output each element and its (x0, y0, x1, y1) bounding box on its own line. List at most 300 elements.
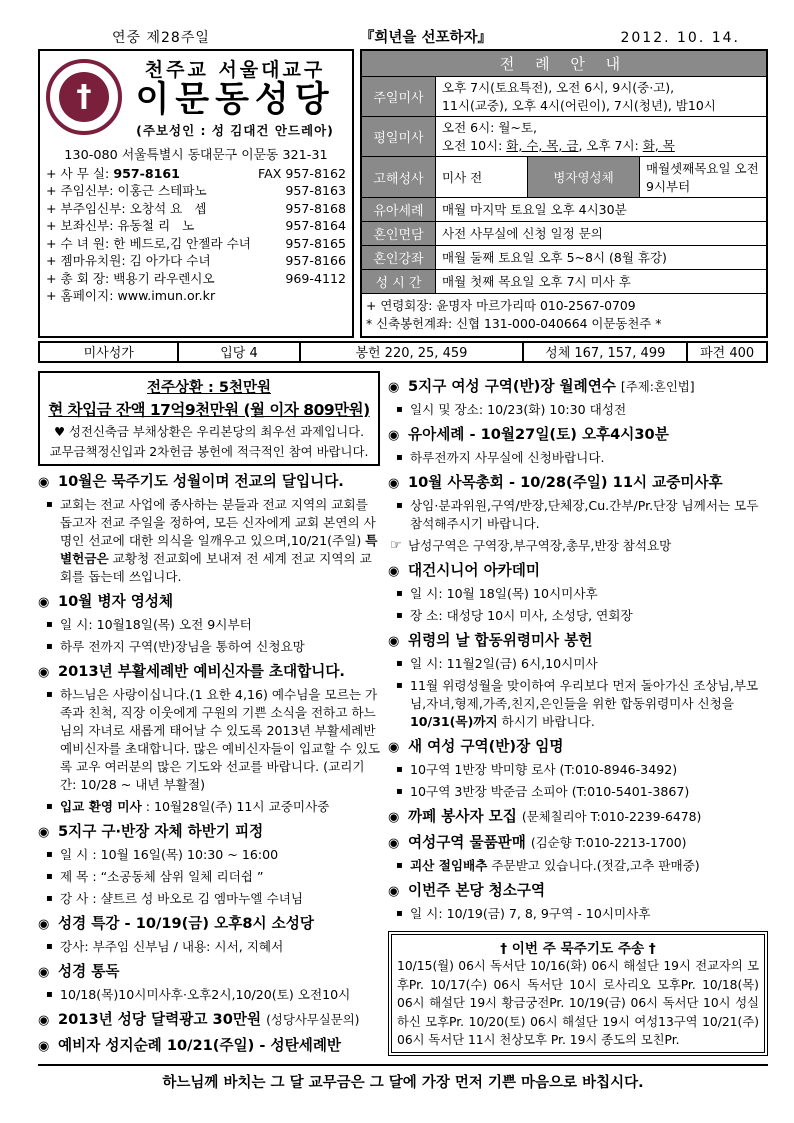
bullet-icon: ▪ (396, 908, 403, 920)
section-bullet-icon: ◉ (38, 1012, 50, 1028)
bullet-item (388, 401, 768, 419)
section-title (58, 593, 173, 612)
text: 오후 7시(토요특전), 오전 6시, 9시(중·고), (442, 80, 675, 95)
contact-phone (285, 200, 346, 218)
bullet-icon: ▪ (396, 680, 403, 692)
contact-row (46, 287, 346, 305)
text: 교회는 전교 사업에 종사하는 분들과 전교 지역의 교회를 돕고자 전교 주일을 정하여, 모든 신자에게 교회 본연의 사명인 선교에 대한 의식을 일깨우고 있으며,10/21(주일) (60, 496, 376, 548)
liturgy-row-value (436, 198, 766, 221)
section (388, 882, 768, 923)
text: + 사 무 실: (46, 165, 114, 181)
section-title-text: 2013년 부활세례반 예비신자를 초대합니다. (58, 662, 345, 680)
section-title-text: 2013년 성당 달력광고 30만원 (58, 1010, 262, 1028)
contact-phone (285, 182, 346, 200)
section (38, 663, 380, 816)
bullet-text (410, 655, 768, 673)
bullet-icon: ▪ (396, 451, 403, 463)
bullet-item (38, 686, 380, 794)
church-titles (124, 55, 346, 139)
text: 957-8164 (285, 218, 346, 234)
section-heading (38, 1011, 380, 1030)
section-bullet-icon: ◉ (38, 824, 50, 840)
bullet-item (388, 761, 768, 779)
section-title-text: 대건시니어 아카데미 (408, 562, 540, 580)
liturgy-row (362, 198, 766, 222)
bullet-text (410, 783, 768, 801)
text: 상임·분과위원,구역/반장,단체장,Cu.간부/Pr.단장 님께서는 모두 참석해주시기 바랍니다. (410, 497, 759, 531)
section-title (408, 882, 545, 901)
debt-balance-line: 현 차입금 잔액 17억9천만원 (월 이자 809만원) (48, 400, 370, 419)
section (38, 1011, 380, 1030)
contact-phone (285, 252, 346, 270)
section-heading (388, 632, 768, 651)
contact-label (46, 235, 251, 253)
liturgy-sub-label (528, 157, 640, 197)
section-title-suffix: (문체칠리아 T:010-2239-6478) (521, 809, 702, 825)
top-bar (38, 26, 768, 46)
liturgy-value-line (442, 201, 760, 219)
section-title-text: 새 여성 구역(반)장 임명 (408, 738, 564, 756)
debt-note-line2: 교무금책정신입과 2차헌금 봉헌에 적극적인 참여 바랍니다. (49, 443, 369, 459)
patron-saint-label: (주보성인 : 성 김대건 안드레아) (136, 122, 334, 138)
section-title-text: 위령의 날 합동위령미사 봉헌 (408, 632, 593, 650)
text: 957-8165 (285, 235, 346, 251)
bullet-text (60, 846, 380, 864)
liturgy-value-line (442, 119, 760, 137)
footer-message: 하느님께 바치는 그 달 교무금은 그 달에 가장 먼저 기쁜 마음으로 바칩시다. (38, 1064, 768, 1092)
liturgy-row (362, 117, 766, 157)
bullet-icon: ▪ (46, 892, 53, 904)
bullet-icon: ▪ (46, 688, 53, 700)
bullet-icon: ▪ (46, 640, 53, 652)
liturgy-row-value (436, 246, 766, 269)
section-title-text: 10월 병자 영성체 (58, 592, 174, 610)
rosary-box-title: † 이번 주 묵주기도 주송 † (500, 941, 656, 958)
liturgical-week-label: 연중 제28주일 (112, 30, 210, 46)
liturgy-cell (436, 157, 528, 197)
bullet-icon: ▪ (396, 610, 403, 622)
church-name: 이문동성당 (135, 80, 335, 120)
section-heading (38, 593, 380, 612)
bullet-item (38, 868, 380, 886)
text: 남성구역은 구역장,부구역장,총무,반장 참석요망 (408, 537, 672, 553)
liturgy-value-line (442, 97, 760, 115)
section-title-suffix: (김순향 T:010-2213-1700) (530, 835, 687, 851)
text: 강사: 부주임 신부님 / 내용: 시서, 지혜서 (60, 938, 284, 954)
text: 일 시: 10/19(금) 7, 8, 9구역 - 10시미사후 (410, 906, 651, 922)
section-title (408, 378, 695, 397)
section (388, 378, 768, 419)
bullet-text (410, 857, 768, 875)
section-title-text: 예비자 성지순례 10/21(주일) - 성탄세례반 (58, 1036, 342, 1054)
church-info-box (38, 49, 354, 338)
bullet-text (60, 638, 380, 656)
text: 매월셋째목요일 오전9시부터 (646, 161, 759, 194)
contact-phone (285, 217, 346, 235)
bullet-text (60, 798, 380, 816)
bullet-icon: ▪ (46, 940, 53, 952)
bold-text: 입교 환영 미사 (60, 798, 142, 814)
hymn-cell: 입당 4 (179, 343, 300, 361)
section (38, 963, 380, 1004)
section-title (408, 562, 540, 581)
text: + 보좌신부: 유동철 리 노 (46, 218, 195, 234)
section-title-text: 까페 봉사자 모집 (408, 808, 517, 826)
underlined-text: 화, 수, 목, 금 (506, 137, 579, 153)
right-sections (388, 378, 768, 923)
contact-row (46, 252, 346, 270)
bullet-text (410, 401, 768, 419)
section-title-text: 유아세례 - 10월27일(토) 오후4시30분 (408, 425, 669, 443)
section-heading (388, 738, 768, 757)
bullet-text (410, 761, 768, 779)
text: 일 시: 11월2일(금) 6시,10시미사 (410, 656, 598, 672)
text: 오전 10시: (442, 137, 507, 153)
section-bullet-icon: ◉ (388, 634, 400, 650)
section-bullet-icon: ◉ (388, 740, 400, 756)
bullet-text (410, 497, 768, 533)
liturgy-value-line (442, 137, 760, 155)
bullet-text (60, 686, 380, 794)
bullet-text (410, 607, 768, 625)
section-heading (38, 1037, 380, 1056)
text: 미사 전 (442, 170, 483, 185)
text: + 홈페이지: www.imun.or.kr (46, 288, 216, 304)
bullet-text (410, 585, 768, 603)
liturgy-rows (362, 77, 766, 294)
section-title-suffix: (성당사무실문의) (266, 1011, 360, 1027)
bullet-text (410, 449, 768, 467)
bold-text: 괴산 절임배추 (410, 858, 488, 874)
contact-row (46, 200, 346, 218)
left-sections (38, 473, 380, 1056)
hymn-cell: 성체 167, 157, 499 (524, 343, 688, 361)
section-title-suffix: [주제:혼인법] (620, 378, 695, 394)
text: + 주임신부: 이홍근 스테파노 (46, 183, 207, 199)
debt-repayment-line: 전주상환 : 5천만원 (146, 379, 272, 396)
section-title (408, 738, 563, 757)
liturgy-value-line (442, 225, 760, 243)
text: 교황청 전교회에 보내져 전 세계 전교 지역의 교회를 돕는데 쓰입니다. (60, 550, 372, 584)
content-columns (38, 371, 768, 1056)
section-title-text: 성경 통독 (58, 962, 120, 980)
hymn-cell: 파견 400 (700, 346, 755, 362)
header-row (38, 49, 768, 338)
text: 사전 사무실에 신청 일정 문의 (442, 225, 603, 241)
contact-phone (285, 235, 346, 253)
bullet-icon: ▪ (396, 499, 403, 511)
liturgy-value-line (442, 79, 760, 97)
section-bullet-icon: ◉ (38, 594, 50, 610)
liturgy-row-value (436, 77, 766, 116)
section-title-text: 10월은 묵주기도 성월이며 전교의 달입니다. (58, 472, 344, 490)
liturgy-value-line (442, 249, 760, 267)
bullet-icon: ▪ (46, 618, 53, 630)
text: , 오후 7시: (578, 137, 643, 153)
section-title-text: 이번주 본당 청소구역 (408, 882, 546, 900)
bullet-text (60, 938, 380, 956)
text: 하시기 바랍니다. (497, 714, 595, 730)
bullet-icon: ▪ (46, 870, 53, 882)
bold-text: 957-8161 (113, 165, 180, 181)
contact-phone (285, 270, 346, 288)
contact-row (46, 182, 346, 200)
section-heading (388, 474, 768, 493)
bullet-item (388, 677, 768, 731)
section (388, 426, 768, 467)
bullet-icon: ▪ (396, 786, 403, 798)
hymns-label: 미사성가 (40, 343, 179, 361)
text: 주문받고 있습니다.(젓갈,고추 판매중) (487, 858, 700, 874)
bullet-item (388, 607, 768, 625)
text: 일 시: 10월 18일(목) 10시미사후 (410, 586, 598, 602)
liturgy-row-label: 성 시 간 (362, 270, 436, 293)
text: 병자영성체 (553, 170, 614, 185)
liturgy-row (362, 270, 766, 294)
contact-label (46, 217, 194, 235)
bullet-text (60, 616, 380, 634)
section-bullet-icon: ◉ (388, 884, 400, 900)
underlined-text: 화, 목 (642, 137, 675, 153)
section (38, 593, 380, 656)
bulletin-date: 2012. 10. 14. (620, 30, 740, 46)
pointer-icon: ☞ (390, 537, 402, 553)
church-seal-icon (46, 59, 122, 135)
bold-text: 10/31(목)까지 (410, 714, 498, 730)
section (38, 823, 380, 908)
section-heading (388, 808, 768, 827)
bullet-item (388, 655, 768, 673)
text: 10/18(목)10시미사후·오후2시,10/20(토) 오전10시 (60, 986, 351, 1002)
section-title (408, 474, 723, 493)
liturgy-row-label: 주일미사 (362, 77, 436, 116)
section-title (58, 473, 344, 492)
text: 969-4112 (285, 270, 346, 286)
section (388, 562, 768, 625)
section-title-text: 성경 특강 - 10/19(금) 오후8시 소성당 (58, 914, 314, 932)
liturgy-row-label: 평일미사 (362, 117, 436, 156)
text: 11시(교중), 오후 4시(어린이), 7시(청년), 밤10시 (442, 97, 716, 113)
section-bullet-icon: ◉ (38, 664, 50, 680)
text: 11월 위령성월을 맞이하여 우리보다 먼저 돌아가신 조상님,부모님,자녀,형제,가족,친지,은인들을 위한 합동위령미사 신청을 (410, 678, 759, 712)
section-bullet-icon: ◉ (388, 379, 400, 395)
left-column (38, 371, 380, 1056)
text: 장 소: 대성당 10시 미사, 소성당, 연회장 (410, 608, 633, 624)
bullet-item (38, 496, 380, 586)
bullet-text (410, 677, 768, 731)
section (388, 834, 768, 875)
debt-note-line1: ♥ 성전신축금 부채상환은 우리본당의 최우선 과제입니다. (53, 423, 365, 439)
section-bullet-icon: ◉ (388, 564, 400, 580)
text: 10구역 1반장 박미향 로사 (T:010-8946-3492) (410, 762, 678, 778)
hymn-cell: 봉헌 220, 25, 459 (301, 343, 525, 361)
text: 오전 6시: 월~토, (442, 120, 537, 135)
section-title-text: 여성구역 물품판매 (408, 834, 526, 852)
bullet-icon: ▪ (396, 588, 403, 600)
section-bullet-icon: ◉ (388, 475, 400, 491)
text: 매월 둘째 토요일 오후 5~8시 (8월 휴강) (442, 249, 667, 265)
bullet-item (38, 890, 380, 908)
bullet-item (388, 857, 768, 875)
text: 매월 첫째 목요일 오후 7시 미사 후 (442, 273, 631, 289)
section-heading (388, 882, 768, 901)
text: 957-8168 (285, 200, 346, 216)
liturgy-row (362, 77, 766, 117)
section-title (58, 1011, 360, 1030)
bullet-icon: ▪ (396, 860, 403, 872)
text: 957-8166 (285, 253, 346, 269)
liturgy-table-title: 전 례 안 내 (362, 51, 766, 77)
mass-hymns-row (38, 341, 768, 363)
bullet-text (408, 537, 768, 556)
liturgy-note-line: + 연령회장: 윤명자 마르가리따 010-2567-0709 (366, 298, 636, 313)
bullet-icon: ▪ (396, 764, 403, 776)
text: 일시 및 장소: 10/23(화) 10:30 대성전 (410, 401, 627, 417)
bullet-item (38, 616, 380, 634)
liturgy-note-line: * 신축봉헌계좌: 신협 131-000-040664 이문동천주 * (366, 315, 662, 331)
bullet-item (38, 986, 380, 1004)
contact-row (46, 165, 346, 183)
section-title-text: 10월 사목총회 - 10/28(주일) 11시 교중미사후 (408, 473, 723, 491)
section (38, 915, 380, 956)
bullet-item (388, 497, 768, 533)
bullet-item (38, 638, 380, 656)
section-title (408, 632, 592, 651)
contact-list (46, 165, 346, 305)
bullet-icon: ▪ (46, 988, 53, 1000)
cross-icon: † (59, 72, 109, 122)
section-title (408, 808, 701, 827)
bullet-item (388, 537, 768, 556)
section-title (58, 963, 119, 982)
section-bullet-icon: ◉ (38, 474, 50, 490)
section-bullet-icon: ◉ (388, 836, 400, 852)
text: 957-8163 (285, 183, 346, 199)
bullet-item (388, 905, 768, 923)
section-title-text: 5지구 구·반장 자체 하반기 피정 (58, 822, 264, 840)
contact-label (46, 200, 206, 218)
contact-label (46, 182, 207, 200)
section-bullet-icon: ◉ (388, 810, 400, 826)
bullet-item (388, 449, 768, 467)
text: 하느님은 사랑이십니다.(1 요한 4,16) 예수님을 모르는 가족과 친척, 직장 이웃에게 구원의 기쁜 소식을 전하고 하느님의 자녀로 새롭게 태어날 수 있도록 2013년 부활세례반 예비신자를 초대합니다. 많은 예비신자들이 입교할 수 있도록 교우 여러분의 많은 기도와 선교를 바랍니다. (교리기간: 10/28 ~ 내년 부활절) (60, 686, 380, 792)
contact-row (46, 270, 346, 288)
contact-label (46, 287, 215, 305)
liturgy-row-value (436, 117, 766, 156)
liturgy-row-value (436, 270, 766, 293)
section-heading (38, 915, 380, 934)
section (388, 474, 768, 556)
text: 강 사 : 샬트르 성 바오로 김 엠마누엘 수녀님 (60, 890, 304, 906)
text: 일 시 : 10월 16일(목) 10:30 ~ 16:00 (60, 846, 279, 862)
section-bullet-icon: ◉ (38, 1038, 50, 1054)
liturgy-schedule-table (360, 49, 768, 338)
text: + 총 회 장: 백용기 라우렌시오 (46, 270, 215, 286)
text: 제 목 : “소공동체 삼위 일체 리더쉽 ” (60, 868, 264, 884)
section-heading (38, 963, 380, 982)
bullet-icon: ▪ (396, 658, 403, 670)
contact-label (46, 165, 180, 183)
bullet-text (60, 496, 380, 586)
bullet-item (38, 798, 380, 816)
bullet-icon: ▪ (46, 498, 53, 510)
section-heading (38, 473, 380, 492)
text: 일 시: 10월18일(목) 오전 9시부터 (60, 616, 252, 632)
section (388, 808, 768, 827)
liturgy-notes (362, 294, 766, 336)
section-title (408, 834, 686, 853)
contact-label (46, 252, 211, 270)
contact-row (46, 217, 346, 235)
liturgy-row-value (436, 222, 766, 245)
contact-row (46, 235, 346, 253)
liturgy-cell (640, 157, 766, 197)
text: : 10월28일(주) 11시 교중미사중 (141, 798, 330, 814)
rosary-box-body: 10/15(월) 06시 독서단 10/16(화) 06시 해설단 19시 전교자의 모후Pr. 10/17(수) 06시 독서단 10시 로사리오 모후Pr. 10/18(목) 06시 해설단 19시 황금궁전Pr. 10/19(금) 06시 독서단 10시 성실하신 모후Pr. 10/20(토) 06시 해설단 19시 여성13구역 10/21(주) 06시 독서단 11시 천상모후 Pr. 19시 종도의 모친Pr. (397, 959, 759, 1048)
section-heading (388, 562, 768, 581)
bold-text: 특별헌금은 (60, 532, 378, 566)
bullet-item (388, 585, 768, 603)
section (388, 632, 768, 731)
bullet-item (38, 938, 380, 956)
text: 하루전까지 사무실에 신청바랍니다. (410, 449, 605, 465)
section-title (58, 823, 263, 842)
section-heading (38, 823, 380, 842)
section-title (58, 915, 314, 934)
bullet-text (410, 905, 768, 923)
section-heading (388, 426, 768, 445)
text: + 수 녀 원: 한 베드로,김 안젤라 수녀 (46, 235, 251, 251)
section-title (58, 1037, 341, 1056)
section-title (408, 426, 669, 445)
section-bullet-icon: ◉ (388, 427, 400, 443)
section-heading (388, 834, 768, 853)
bullet-item (38, 846, 380, 864)
section-bullet-icon: ◉ (38, 916, 50, 932)
church-title-block (46, 55, 346, 139)
bullet-text (60, 868, 380, 886)
text: 하루 전까지 구역(반)장님을 통하여 신청요망 (60, 638, 305, 654)
contact-label (46, 270, 215, 288)
section (38, 473, 380, 586)
rosary-schedule-box (388, 931, 768, 1056)
liturgy-row (362, 157, 766, 198)
liturgy-row-label: 혼인면담 (362, 222, 436, 245)
section (388, 738, 768, 801)
liturgy-row-label: 유아세례 (362, 198, 436, 221)
contact-phone (258, 165, 346, 183)
right-column (388, 371, 768, 1056)
bullet-text (60, 986, 380, 1004)
bullet-icon: ▪ (46, 848, 53, 860)
section-heading (38, 663, 380, 682)
motto-label: 『희년을 선포하자』 (359, 30, 492, 46)
bullet-icon: ▪ (46, 800, 53, 812)
section-heading (388, 378, 768, 397)
text: 10구역 3반장 박준금 소피아 (T:010-5401-3867) (410, 784, 690, 800)
bullet-item (388, 783, 768, 801)
liturgy-value-line (442, 273, 760, 291)
section-bullet-icon: ◉ (38, 964, 50, 980)
text: + 부주임신부: 오창석 요 셉 (46, 200, 207, 216)
liturgy-row (362, 222, 766, 246)
section (38, 1037, 380, 1056)
section-title-text: 5지구 여성 구역(반)장 월례연수 (408, 377, 616, 395)
text: 매월 마지막 토요일 오후 4시30분 (442, 201, 627, 217)
liturgy-row (362, 246, 766, 270)
bullet-icon: ▪ (396, 403, 403, 415)
liturgy-row-label: 혼인강좌 (362, 246, 436, 269)
